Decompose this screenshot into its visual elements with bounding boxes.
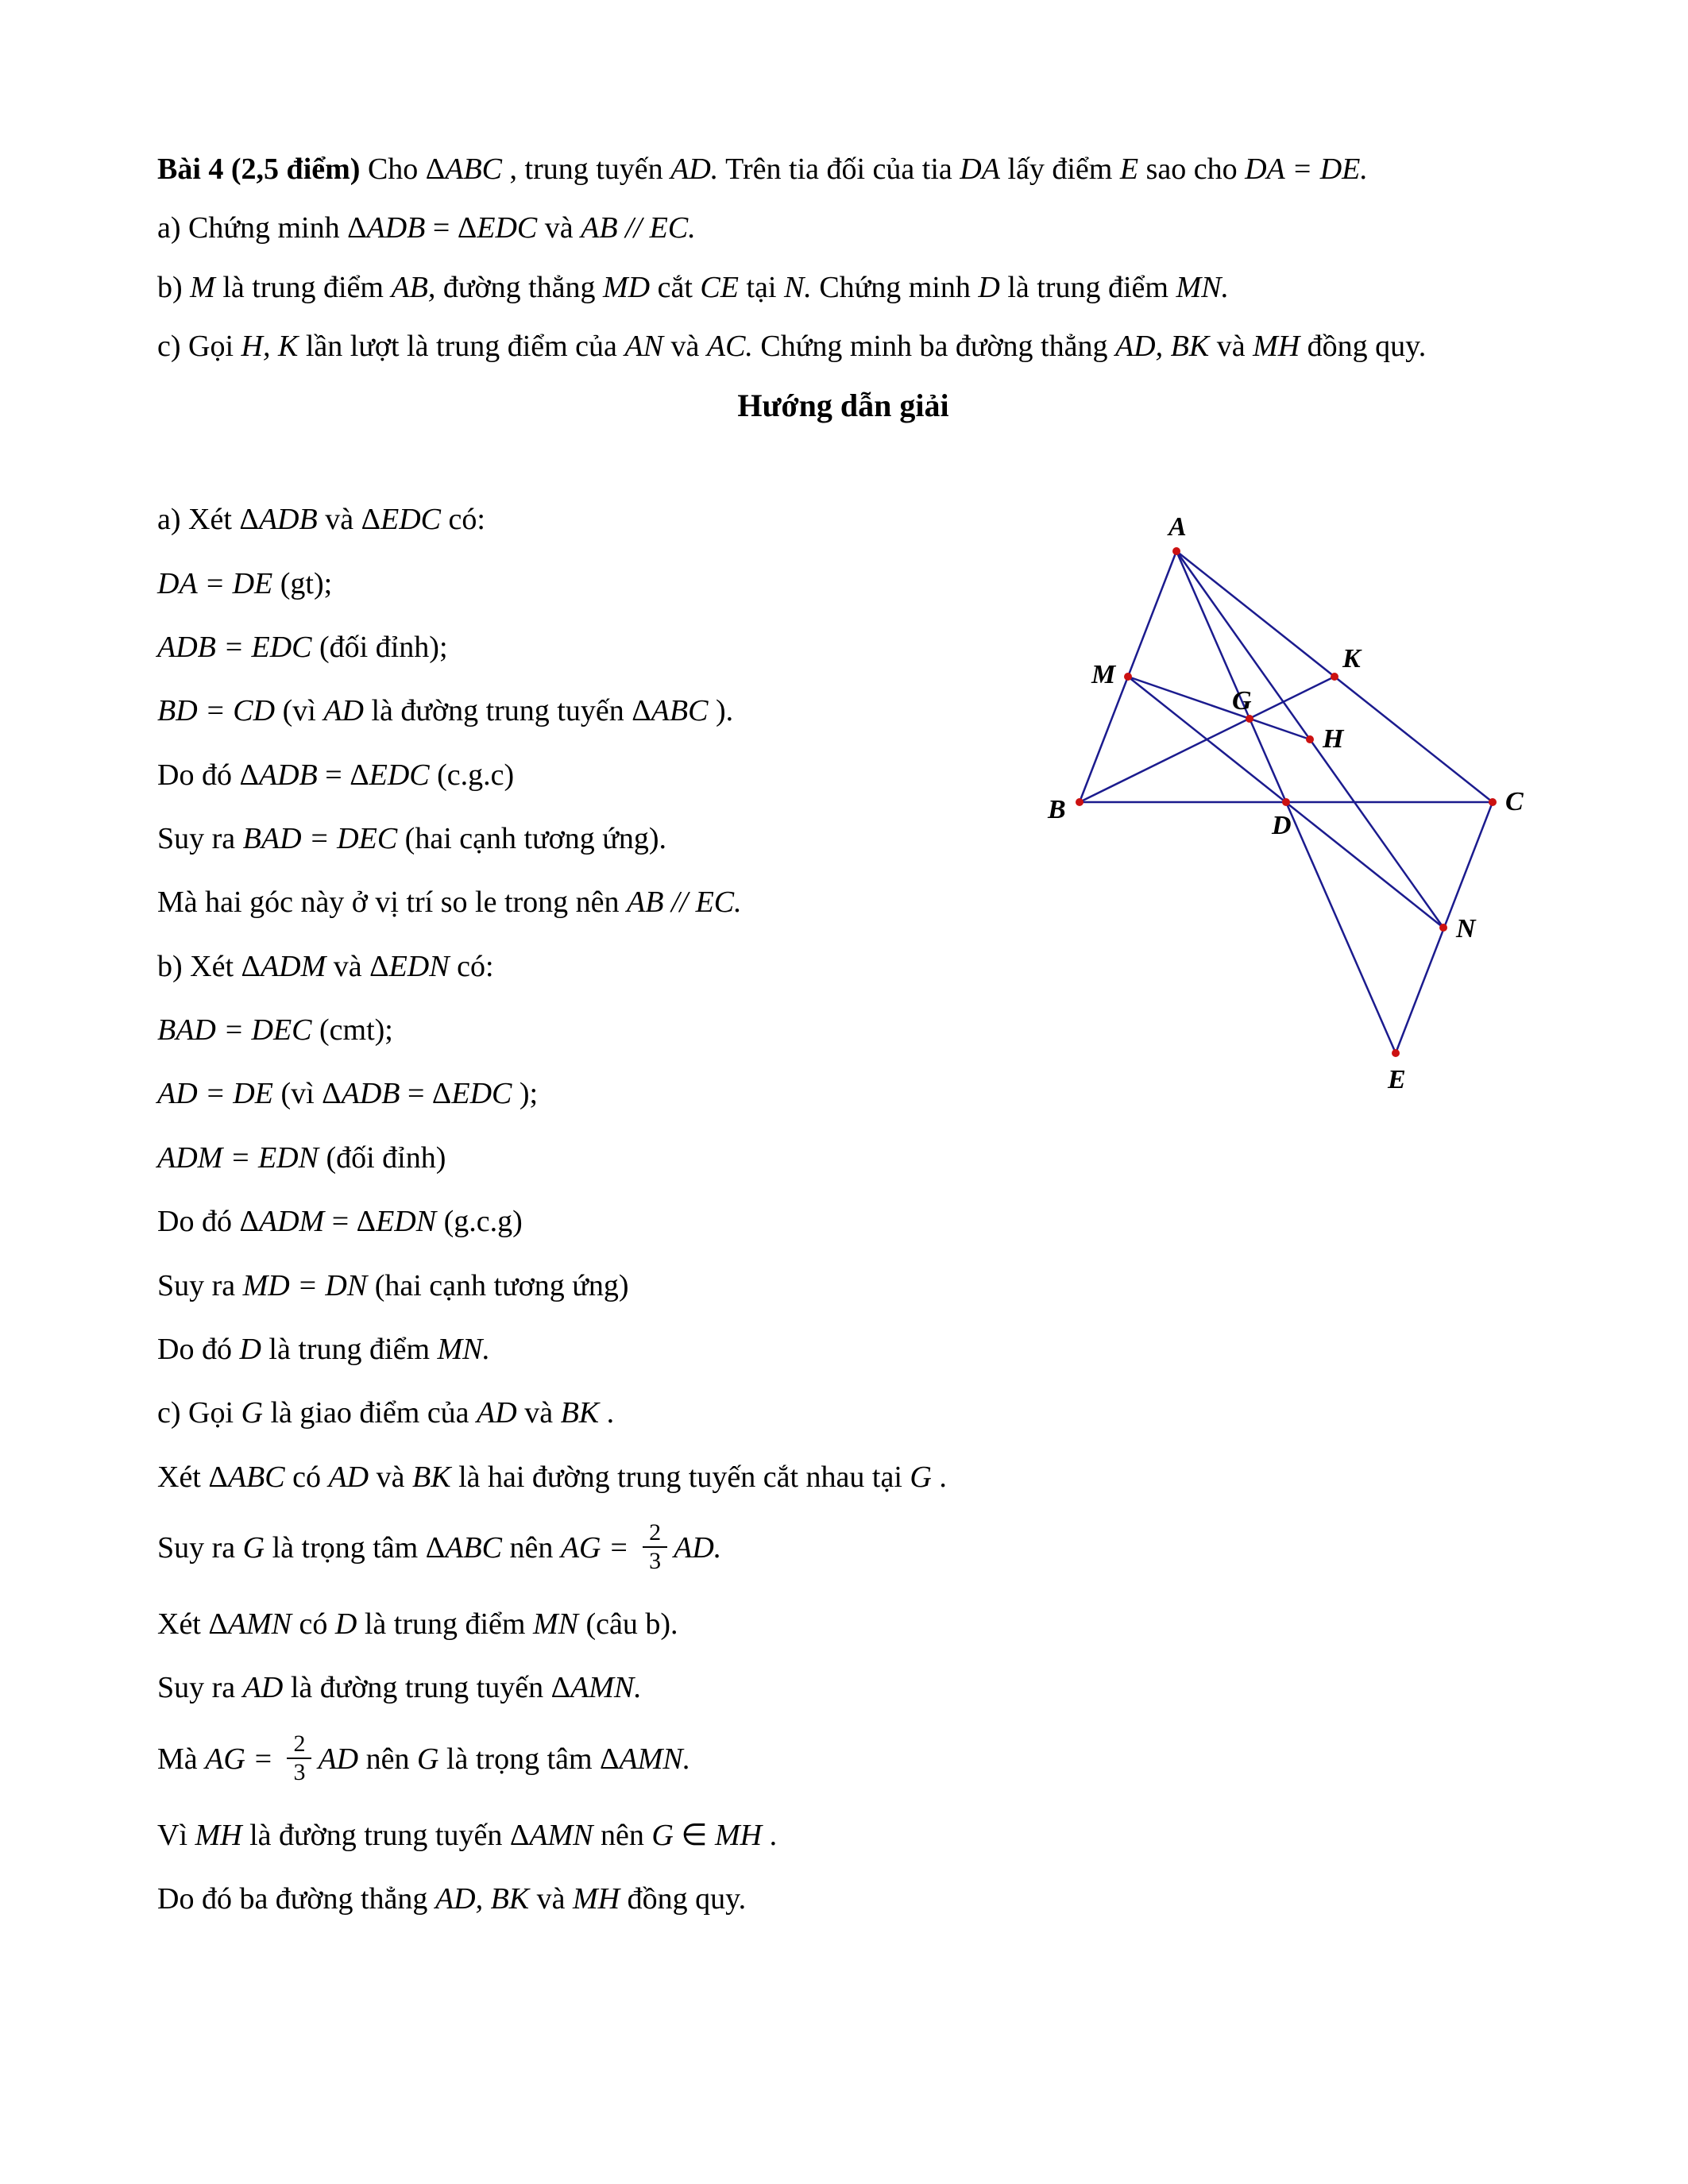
text-run: Suy ra <box>157 1671 243 1705</box>
text-run: BD = CD <box>157 694 276 728</box>
text-run: D <box>239 1332 261 1366</box>
text-run: G <box>651 1818 674 1852</box>
text-run: b) Xét Δ <box>157 949 261 983</box>
text-run: là đường trung tuyến Δ <box>241 1818 530 1852</box>
text-run: Mà hai góc này ở vị trí so le trong nên <box>157 886 628 920</box>
text-run: Do đó ba đường thẳng <box>157 1882 435 1916</box>
text-run: (đối đỉnh); <box>311 630 448 664</box>
text-run: AD <box>328 1460 369 1494</box>
point-C <box>1489 798 1497 806</box>
point-label-C: C <box>1505 787 1524 816</box>
problem-line-4 <box>157 328 1529 365</box>
text-run: Do đó Δ <box>157 758 259 792</box>
text-run: . <box>762 1818 778 1852</box>
text-run: ABC <box>227 1460 285 1494</box>
text-run: (hai cạnh tương ứng). <box>397 822 666 856</box>
text-run: MN. <box>1176 270 1229 304</box>
text-run: AD = DE <box>157 1077 273 1111</box>
problem-statement <box>157 151 1529 365</box>
text-run: b) <box>157 270 191 304</box>
text-run: nên <box>593 1818 652 1852</box>
text-run: là đường trung tuyến Δ <box>283 1671 570 1705</box>
text-run: N. <box>783 270 812 304</box>
text-run: MH <box>1253 330 1300 364</box>
text-run: Suy ra <box>157 1268 243 1302</box>
text-run: (vì Δ <box>272 1077 342 1111</box>
point-G <box>1246 715 1253 723</box>
text-run: ADM = EDN <box>157 1140 319 1175</box>
text-run: nên <box>501 1531 561 1565</box>
text-run: . <box>931 1460 947 1494</box>
text-run: AD <box>323 694 364 728</box>
text-run: c) Gọi <box>157 330 241 364</box>
text-run: lần lượt là trung điểm của <box>298 330 625 364</box>
text-run: H, K <box>241 330 299 364</box>
text-run: Bài 4 (2,5 điểm) <box>157 152 361 186</box>
solution-line-17 <box>157 1518 1529 1579</box>
point-label-K: K <box>1342 644 1361 673</box>
solution-line-14 <box>157 1331 1529 1368</box>
text-run: là trung điểm <box>999 270 1176 304</box>
text-run: (hai cạnh tương ứng) <box>367 1268 629 1302</box>
text-run: ∈ <box>673 1818 715 1852</box>
text-run: ADM <box>260 949 326 983</box>
text-run: và <box>662 330 707 364</box>
text-run: tại <box>738 270 784 304</box>
text-run: ABC <box>445 1531 502 1565</box>
text-run: Suy ra <box>157 822 243 856</box>
text-run: và Δ <box>317 503 381 537</box>
point-label-G: G <box>1232 686 1252 716</box>
text-run: EDN <box>388 949 450 983</box>
text-run: và Δ <box>326 949 389 983</box>
text-run: AMN. <box>570 1671 642 1705</box>
text-run: Do đó Δ <box>157 1205 259 1239</box>
text-run: EDC <box>369 758 430 792</box>
text-run: là giao điểm của <box>262 1396 477 1430</box>
solution-line-15 <box>157 1395 1529 1431</box>
solution-line-16 <box>157 1459 1529 1495</box>
text-run: là hai đường trung tuyến cắt nhau tại <box>450 1460 910 1494</box>
text-run: DA = DE <box>157 566 273 600</box>
solution-line-18 <box>157 1606 1529 1642</box>
solution-line-22 <box>157 1881 1529 1917</box>
text-run: ADB <box>366 211 426 245</box>
segment-BK <box>1080 677 1335 802</box>
text-run: nên <box>358 1742 417 1776</box>
point-label-N: N <box>1456 914 1476 943</box>
text-run: D <box>978 270 1000 304</box>
text-run: ABC <box>445 152 503 186</box>
text-run: và <box>537 211 581 245</box>
text-run: và <box>1209 330 1253 364</box>
text-run: đường thẳng <box>435 270 603 304</box>
text-run: ). <box>708 694 734 728</box>
text-run: sao cho <box>1138 152 1246 186</box>
text-run: = Δ <box>425 211 477 245</box>
problem-line-3 <box>157 269 1529 306</box>
text-run: đồng quy. <box>620 1882 747 1916</box>
text-run: (c.g.c) <box>429 758 515 792</box>
point-N <box>1439 924 1447 932</box>
text-run: AD, BK <box>435 1882 530 1916</box>
solution-line-12 <box>157 1203 1529 1240</box>
solution-heading: Hướng dẫn giải <box>737 388 949 424</box>
text-run: a) Chứng minh Δ <box>157 211 367 245</box>
text-run: = Δ <box>317 758 369 792</box>
text-run: = Δ <box>324 1205 377 1239</box>
text-run: ABC <box>651 694 709 728</box>
text-run: và <box>369 1460 412 1494</box>
text-run: E <box>1119 152 1139 186</box>
text-run: Cho Δ <box>360 152 446 186</box>
text-run: là trọng tâm Δ <box>265 1531 446 1565</box>
text-run: và <box>529 1882 574 1916</box>
text-run: DA = DE. <box>1245 152 1368 186</box>
text-run: AD <box>318 1742 359 1776</box>
text-run: MN <box>532 1607 578 1641</box>
segment-MH <box>1128 677 1310 739</box>
problem-line-1 <box>157 151 1529 187</box>
text-run: Chứng minh <box>811 270 979 304</box>
text-run: AG = <box>205 1742 281 1776</box>
text-run: . <box>599 1396 615 1430</box>
text-run: c) Gọi <box>157 1396 241 1430</box>
text-run: là trung điểm <box>261 1332 438 1366</box>
text-run: Suy ra <box>157 1531 243 1565</box>
text-run: AMN. <box>619 1742 691 1776</box>
point-H <box>1306 735 1314 743</box>
text-run: Chứng minh ba đường thẳng <box>752 330 1115 364</box>
text-run: M <box>190 270 215 304</box>
text-run: D <box>334 1607 357 1641</box>
text-run: là trung điểm <box>357 1607 533 1641</box>
solution-line-21 <box>157 1817 1529 1854</box>
point-label-M: M <box>1091 660 1116 689</box>
text-run: EDC <box>477 211 538 245</box>
text-run: MH <box>195 1818 242 1852</box>
text-run: = Δ <box>400 1077 452 1111</box>
text-run: AD <box>477 1396 517 1430</box>
text-run: AB // EC. <box>581 211 696 245</box>
point-label-E: E <box>1388 1065 1406 1094</box>
text-run: có <box>284 1460 329 1494</box>
text-run: AB // EC. <box>627 886 742 920</box>
text-run: , trung tuyến <box>502 152 671 186</box>
text-run: MD <box>603 270 651 304</box>
text-run: CE <box>700 270 739 304</box>
point-E <box>1392 1049 1400 1057</box>
text-run: AD. <box>670 152 719 186</box>
text-run: (g.c.g) <box>436 1205 523 1239</box>
problem-line-2 <box>157 210 1529 246</box>
text-run: BAD = DEC <box>242 822 398 856</box>
text-run: AC. <box>706 330 753 364</box>
text-run: và <box>516 1396 561 1430</box>
text-run: G <box>910 1460 932 1494</box>
text-run: Trên tia đối của tia <box>718 152 960 186</box>
text-run: Do đó <box>157 1332 240 1366</box>
text-run: MN. <box>437 1332 491 1366</box>
point-label-H: H <box>1323 724 1344 754</box>
point-B <box>1076 798 1083 806</box>
text-run: lấy điểm <box>999 152 1120 186</box>
point-label-A: A <box>1168 512 1187 542</box>
text-run: MH <box>573 1882 620 1916</box>
text-run: Mà <box>157 1742 206 1776</box>
point-label-D: D <box>1272 811 1292 840</box>
text-run: có: <box>441 503 485 537</box>
text-run: ADM <box>258 1205 325 1239</box>
text-run: EDC <box>380 503 442 537</box>
text-run: G <box>241 1396 263 1430</box>
text-run: ADB <box>258 503 318 537</box>
text-run: cắt <box>650 270 701 304</box>
text-run: AMN <box>227 1607 292 1641</box>
text-run: (vì <box>275 694 324 728</box>
point-A <box>1172 547 1180 555</box>
text-run: AD, BK <box>1114 330 1210 364</box>
text-run: là trọng tâm Δ <box>438 1742 620 1776</box>
text-run: (gt); <box>272 566 333 600</box>
text-run: có <box>292 1607 335 1641</box>
text-run: có: <box>449 949 494 983</box>
text-run: BK <box>412 1460 451 1494</box>
text-run: đồng quy. <box>1300 330 1427 364</box>
text-run: (đối đỉnh) <box>318 1140 446 1175</box>
text-run: Xét Δ <box>157 1607 228 1641</box>
text-run: EDN <box>376 1205 437 1239</box>
text-run: MH <box>714 1818 763 1852</box>
text-run: ADB = EDC <box>157 630 312 664</box>
geometry-figure <box>1033 494 1573 1121</box>
text-run: là đường trung tuyến Δ <box>363 694 651 728</box>
point-K <box>1331 673 1338 681</box>
point-label-B: B <box>1048 795 1066 824</box>
text-run: Xét Δ <box>157 1460 228 1494</box>
point-D <box>1282 798 1290 806</box>
text-run: là trung điểm <box>214 270 392 304</box>
text-run: AD. <box>674 1531 722 1565</box>
text-run: a) Xét Δ <box>157 503 259 537</box>
text-run: G <box>416 1742 439 1776</box>
figure-svg <box>1033 494 1573 1121</box>
fraction: $\frac{2}{3}$ <box>287 1731 311 1787</box>
text-run: BAD = DEC <box>157 1013 312 1048</box>
fraction: $\frac{2}{3}$ <box>643 1519 667 1576</box>
text-run: Vì <box>157 1818 195 1852</box>
text-run: AMN <box>529 1818 593 1852</box>
text-run: AN <box>624 330 663 364</box>
text-run: AD <box>242 1671 284 1705</box>
text-run: AG = <box>560 1531 637 1565</box>
solution-line-11 <box>157 1140 1529 1176</box>
text-run: AB, <box>391 270 436 304</box>
point-M <box>1124 673 1132 681</box>
text-run: (cmt); <box>311 1013 393 1048</box>
text-run: ADB <box>258 758 318 792</box>
text-run: ); <box>512 1077 539 1111</box>
solution-line-19 <box>157 1669 1529 1706</box>
text-run: DA <box>960 152 1000 186</box>
solution-line-20 <box>157 1730 1529 1790</box>
text-run: ADB <box>341 1077 400 1111</box>
text-run: G <box>242 1531 265 1565</box>
text-run: BK <box>560 1396 600 1430</box>
text-run: MD = DN <box>242 1268 368 1302</box>
solution-line-13 <box>157 1268 1529 1304</box>
text-run: EDC <box>451 1077 512 1111</box>
text-run: (câu b). <box>577 1607 678 1641</box>
